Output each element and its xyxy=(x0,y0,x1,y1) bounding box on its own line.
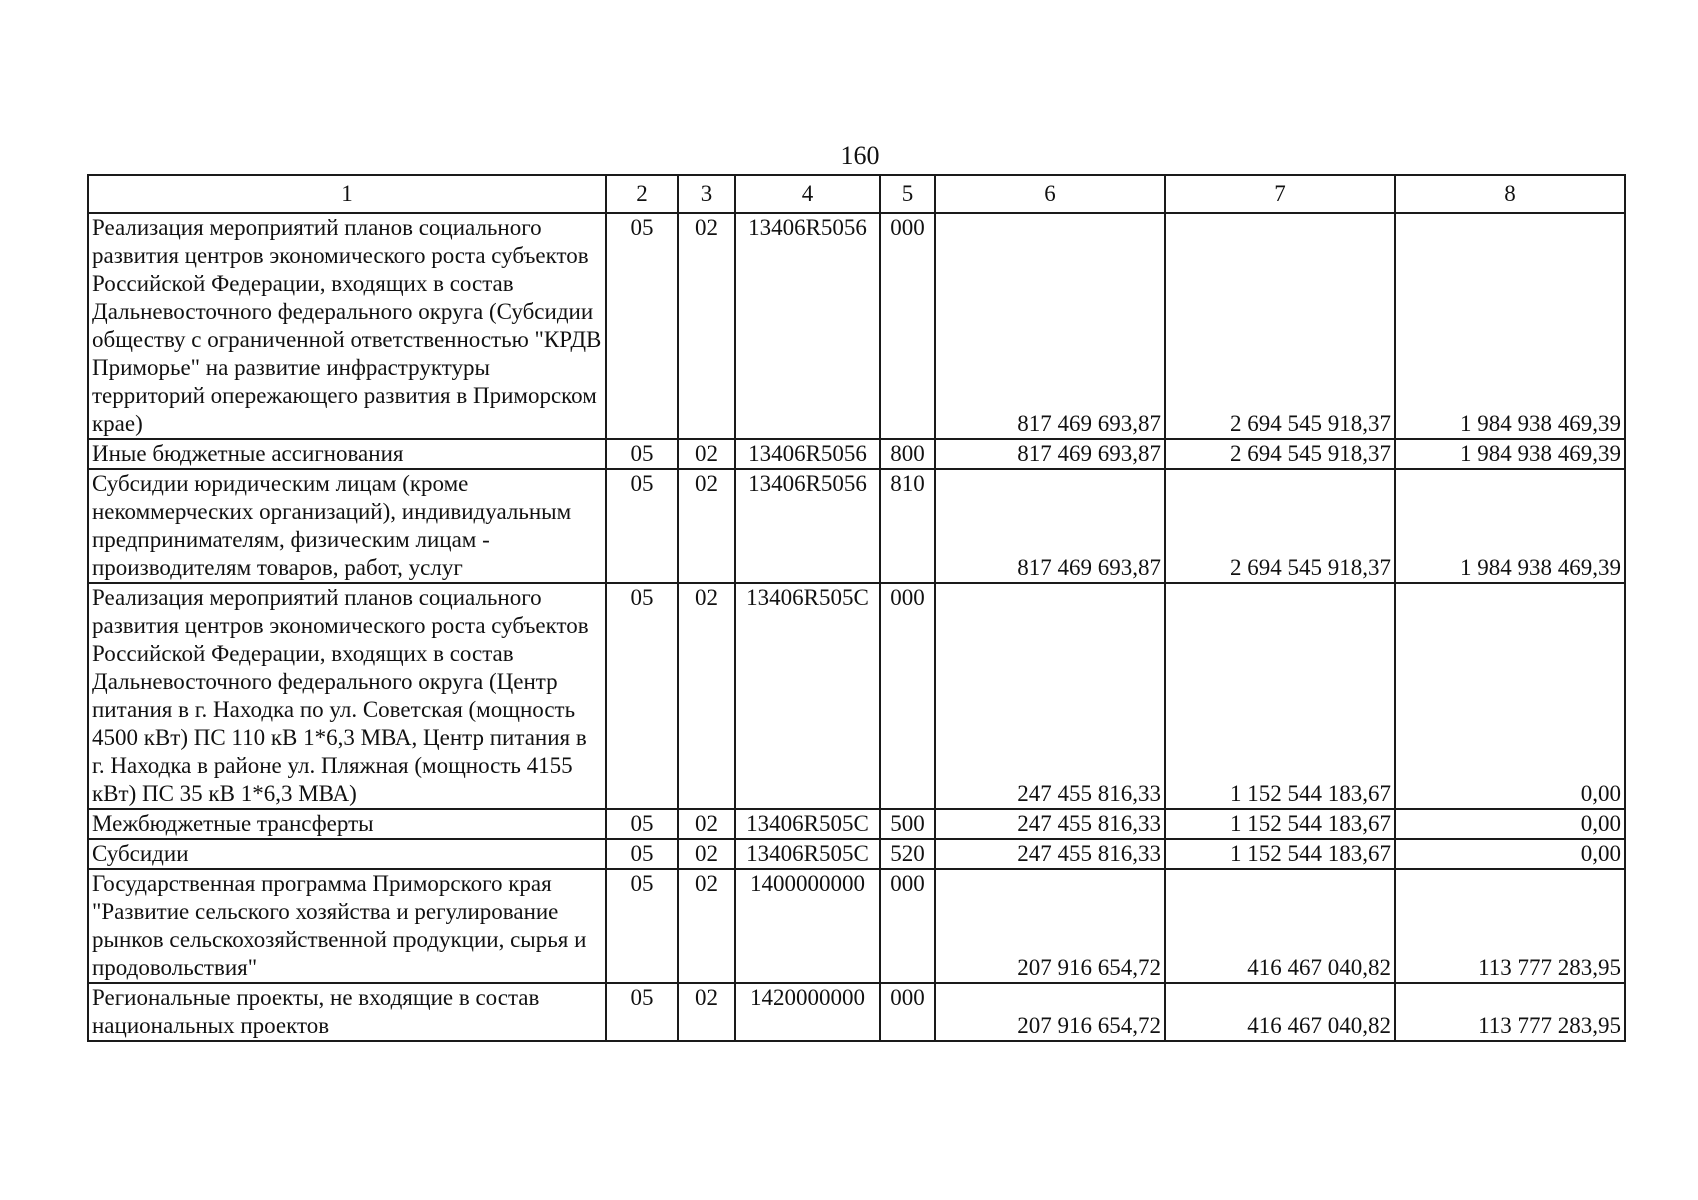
page-number: 160 xyxy=(840,141,880,170)
row-target-code: 13406R505C xyxy=(735,583,880,809)
row-amount-col7: 1 152 544 183,67 xyxy=(1165,809,1395,839)
row-name: Субсидии юридическим лицам (кроме некоммерческих организаций), индивидуальным предпринимателям, физическим лицам - производителям товаров, работ, услуг xyxy=(88,469,606,583)
row-name: Региональные проекты, не входящие в состав национальных проектов xyxy=(88,983,606,1041)
row-amount-col8: 1 984 938 469,39 xyxy=(1395,439,1625,469)
row-amount-col7: 1 152 544 183,67 xyxy=(1165,839,1395,869)
row-subsection-code: 02 xyxy=(678,469,735,583)
row-amount-col8: 113 777 283,95 xyxy=(1395,869,1625,983)
row-name: Реализация мероприятий планов социального развития центров экономического роста субъектов Российской Федерации, входящих в состав Дальневосточного федерального округа (Центр питания в г. Находка по ул. Советская (мощность 4500 кВт) ПС 110 кВ 1*6,3 МВА, Центр питания в г. Находка в районе ул. Пляжная (мощность 4155 кВт) ПС 35 кВ 1*6,3 МВА) xyxy=(88,583,606,809)
row-amount-col6: 817 469 693,87 xyxy=(935,469,1165,583)
row-name: Иные бюджетные ассигнования xyxy=(88,439,606,469)
row-amount-col6: 247 455 816,33 xyxy=(935,583,1165,809)
table-row xyxy=(88,213,1625,439)
row-expense-type-code: 000 xyxy=(880,869,935,983)
row-name: Реализация мероприятий планов социального развития центров экономического роста субъектов Российской Федерации, входящих в состав Дальневосточного федерального округа (Субсидии обществу с ограниченной ответственностью "КРДВ Приморье" на развитие инфраструктуры территорий опережающего развития в Приморском крае) xyxy=(88,213,606,439)
row-amount-col6: 817 469 693,87 xyxy=(935,439,1165,469)
row-target-code: 13406R5056 xyxy=(735,469,880,583)
row-section-code: 05 xyxy=(606,213,678,439)
column-header-4: 4 xyxy=(735,175,880,213)
row-amount-col7: 2 694 545 918,37 xyxy=(1165,439,1395,469)
row-expense-type-code: 000 xyxy=(880,583,935,809)
row-amount-col6: 247 455 816,33 xyxy=(935,809,1165,839)
budget-table xyxy=(87,174,1626,1042)
row-target-code: 1420000000 xyxy=(735,983,880,1041)
row-amount-col7: 2 694 545 918,37 xyxy=(1165,213,1395,439)
row-subsection-code: 02 xyxy=(678,213,735,439)
table-row xyxy=(88,809,1625,839)
row-expense-type-code: 800 xyxy=(880,439,935,469)
row-section-code: 05 xyxy=(606,809,678,839)
row-subsection-code: 02 xyxy=(678,839,735,869)
column-header-3: 3 xyxy=(678,175,735,213)
header-row xyxy=(88,175,1625,213)
table-row xyxy=(88,839,1625,869)
row-section-code: 05 xyxy=(606,869,678,983)
row-amount-col6: 817 469 693,87 xyxy=(935,213,1165,439)
row-subsection-code: 02 xyxy=(678,869,735,983)
row-subsection-code: 02 xyxy=(678,809,735,839)
row-expense-type-code: 000 xyxy=(880,983,935,1041)
table-row xyxy=(88,583,1625,809)
row-expense-type-code: 810 xyxy=(880,469,935,583)
row-section-code: 05 xyxy=(606,439,678,469)
table-row xyxy=(88,439,1625,469)
row-target-code: 13406R5056 xyxy=(735,439,880,469)
row-amount-col8: 0,00 xyxy=(1395,583,1625,809)
table-row xyxy=(88,983,1625,1041)
row-amount-col8: 1 984 938 469,39 xyxy=(1395,469,1625,583)
column-header-5: 5 xyxy=(880,175,935,213)
row-target-code: 13406R505C xyxy=(735,809,880,839)
row-amount-col6: 207 916 654,72 xyxy=(935,983,1165,1041)
row-amount-col8: 113 777 283,95 xyxy=(1395,983,1625,1041)
row-amount-col7: 416 467 040,82 xyxy=(1165,869,1395,983)
row-amount-col6: 247 455 816,33 xyxy=(935,839,1165,869)
row-target-code: 1400000000 xyxy=(735,869,880,983)
column-header-2: 2 xyxy=(606,175,678,213)
row-name: Государственная программа Приморского края "Развитие сельского хозяйства и регулирование рынков сельскохозяйственной продукции, сырья и продовольствия" xyxy=(88,869,606,983)
row-section-code: 05 xyxy=(606,469,678,583)
row-name: Межбюджетные трансферты xyxy=(88,809,606,839)
row-subsection-code: 02 xyxy=(678,583,735,809)
row-amount-col6: 207 916 654,72 xyxy=(935,869,1165,983)
column-header-8: 8 xyxy=(1395,175,1625,213)
row-section-code: 05 xyxy=(606,583,678,809)
row-target-code: 13406R505C xyxy=(735,839,880,869)
table-row xyxy=(88,869,1625,983)
row-expense-type-code: 500 xyxy=(880,809,935,839)
row-amount-col7: 2 694 545 918,37 xyxy=(1165,469,1395,583)
row-subsection-code: 02 xyxy=(678,439,735,469)
row-amount-col7: 1 152 544 183,67 xyxy=(1165,583,1395,809)
row-target-code: 13406R5056 xyxy=(735,213,880,439)
row-expense-type-code: 520 xyxy=(880,839,935,869)
column-header-1: 1 xyxy=(88,175,606,213)
row-amount-col8: 0,00 xyxy=(1395,809,1625,839)
row-amount-col8: 1 984 938 469,39 xyxy=(1395,213,1625,439)
column-header-6: 6 xyxy=(935,175,1165,213)
row-name: Субсидии xyxy=(88,839,606,869)
row-section-code: 05 xyxy=(606,839,678,869)
row-section-code: 05 xyxy=(606,983,678,1041)
column-header-7: 7 xyxy=(1165,175,1395,213)
row-amount-col8: 0,00 xyxy=(1395,839,1625,869)
row-amount-col7: 416 467 040,82 xyxy=(1165,983,1395,1041)
row-subsection-code: 02 xyxy=(678,983,735,1041)
table-row xyxy=(88,469,1625,583)
row-expense-type-code: 000 xyxy=(880,213,935,439)
